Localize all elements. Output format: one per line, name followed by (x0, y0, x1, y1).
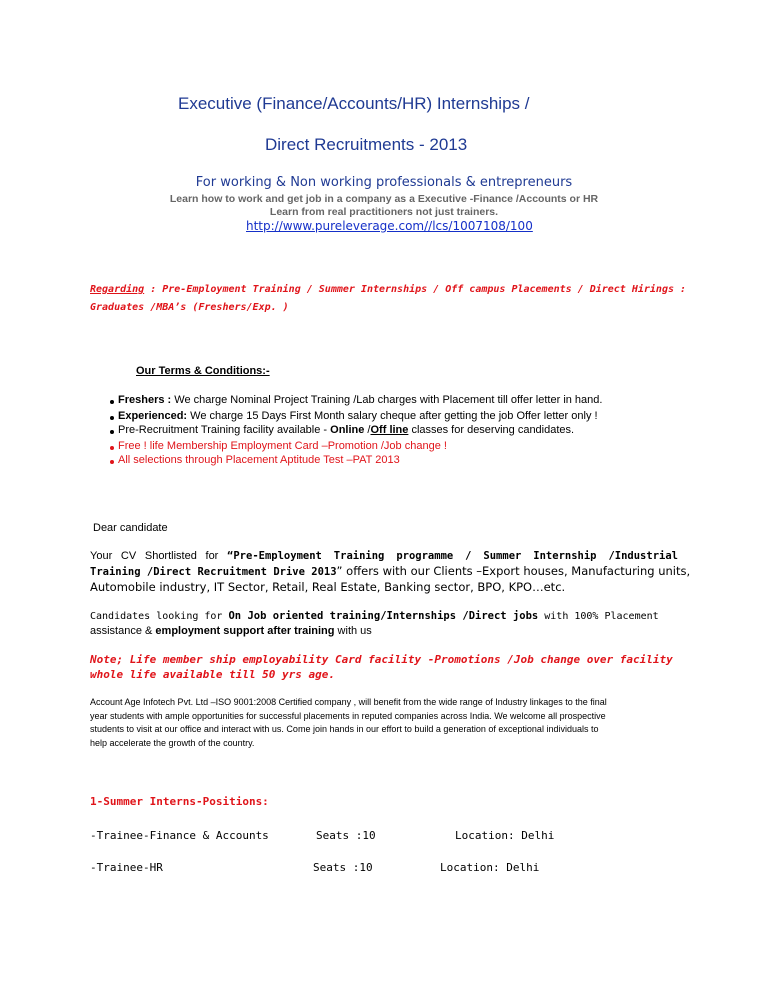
position-seats: Seats :10 (313, 861, 373, 874)
terms-item-pre-recruitment (118, 424, 574, 436)
company-line: students to visit at our office and interact with us. Come join hands in our effort to build a generation of exceptional individuals to (90, 724, 599, 734)
paragraph-shortlisted (90, 549, 691, 595)
terms-item-offline: Off line (370, 424, 409, 436)
p2-with-us: with us (334, 625, 372, 637)
p2-jobs: On Job oriented training/Internships /Direct jobs (228, 610, 539, 622)
note-line-1: Note; Life member ship employability Card facility -Promotions /Job change over facility (90, 653, 673, 666)
tagline-1: Learn how to work and get job in a company as a Executive -Finance /Accounts or HR (169, 193, 599, 205)
position-location: Location: Delhi (440, 861, 540, 874)
regarding-line (90, 284, 686, 295)
terms-item-label: Experienced: (118, 410, 188, 422)
tagline-2: Learn from real practitioners not just trainers. (269, 206, 499, 218)
bullet-icon (110, 446, 114, 450)
p2-lead: Candidates looking for (90, 611, 229, 622)
position-row (90, 829, 690, 843)
website-link[interactable]: http://www.pureleverage.com//lcs/1007108/100 (246, 219, 533, 233)
positions-heading: 1-Summer Interns-Positions: (90, 795, 269, 808)
bullet-icon (110, 400, 114, 404)
company-paragraph (90, 696, 607, 750)
page-subtitle-year: Direct Recruitments - 2013 (265, 135, 468, 154)
p2-support: employment support after training (155, 625, 335, 637)
position-location: Location: Delhi (455, 829, 555, 842)
p1-clients: ” offers with our Clients –Export houses, Manufacturing units, (336, 564, 691, 578)
terms-item-text: We charge 15 Days First Month salary cheque after getting the job Offer letter only ! (187, 410, 598, 422)
terms-item-mid: / (364, 424, 371, 436)
regarding-text: Pre-Employment Training / Summer Internships / Off campus Placements / Direct Hirings : (162, 284, 687, 295)
terms-item-text: We charge Nominal Project Training /Lab charges with Placement till offer letter in hand. (171, 394, 603, 406)
p2-placement: with 100% Placement (538, 611, 659, 622)
position-seats: Seats :10 (316, 829, 376, 842)
terms-item-label: Freshers : (118, 394, 172, 406)
terms-item-freshers (118, 394, 602, 406)
terms-item-experienced (118, 410, 598, 422)
p2-assistance: assistance & (90, 625, 156, 637)
p1-lead: Your CV Shortlisted for (90, 550, 228, 562)
terms-item-pre: Pre-Recruitment Training facility available - (118, 424, 331, 436)
terms-item-online: Online (330, 424, 365, 436)
regarding-line-2: Graduates /MBA’s (Freshers/Exp. ) (90, 302, 289, 313)
terms-heading: Our Terms & Conditions:- (136, 365, 270, 377)
audience-line: For working & Non working professionals & entrepreneurs (195, 175, 573, 190)
terms-item-selections (118, 454, 400, 466)
company-line: help accelerate the growth of the country. (90, 737, 255, 748)
terms-item-text: classes for deserving candidates. (408, 424, 575, 436)
position-row (90, 861, 690, 875)
position-title: -Trainee-Finance & Accounts (90, 829, 269, 842)
p1-program: “Pre-Employment Training programme / Summer Internship /Industrial (227, 550, 678, 562)
terms-item-text: All selections through Placement Aptitude Test –PAT 2013 (118, 454, 400, 466)
salutation: Dear candidate (93, 522, 168, 534)
terms-item-free-card (118, 440, 447, 452)
company-line: Account Age Infotech Pvt. Ltd –ISO 9001:2008 Certified company , will benefit from the wide range of Industry linkages to the final (90, 697, 607, 707)
paragraph-candidates (90, 609, 678, 639)
p1-drive: Training /Direct Recruitment Drive 2013 (90, 566, 337, 578)
bullet-icon (110, 430, 114, 434)
bullet-icon (110, 416, 114, 420)
company-line: year students with ample opportunities for successful placements in reputed companies across India. We welcome all prospective (90, 710, 606, 721)
regarding-colon: : (144, 284, 163, 295)
page-title: Executive (Finance/Accounts/HR) Internships / (178, 94, 530, 113)
note-line-2: whole life available till 50 yrs age. (90, 668, 336, 681)
terms-item-text: Free ! life Membership Employment Card –Promotion /Job change ! (118, 440, 447, 452)
regarding-label: Regarding (90, 284, 145, 295)
p1-industries: Automobile industry, IT Sector, Retail, Real Estate, Banking sector, BPO, KPO…etc. (90, 580, 566, 594)
bullet-icon (110, 460, 114, 464)
position-title: -Trainee-HR (90, 861, 163, 874)
